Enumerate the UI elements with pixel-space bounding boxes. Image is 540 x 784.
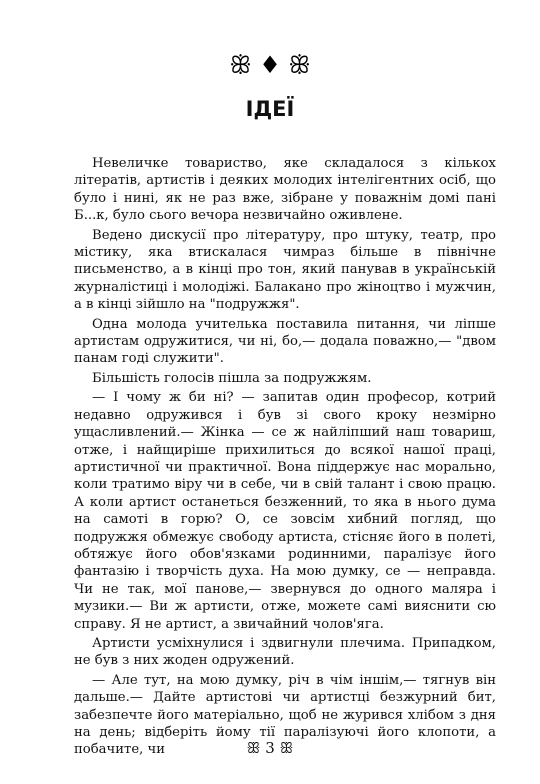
paragraph: Більшість голосів пішла за подружжям. [92,370,372,386]
body-text [74,155,496,761]
paragraph: — Але тут, на мою думку, річ в чім іншім,— тягнув він дальше.— Дайте артистові чи артистці безжурний бит, забезпечте його матеріально, щоб не журився хлібом з дня на день; відберіть йому тії паралізуючі його клопоти, а побачите, чи [74,672,496,758]
paragraph: Невеличке товариство, яке складалося з кількох літератів, артистів і деяких молодих інтелігентних осіб, що було і нині, як не раз вже, зібране у поважнім домі пані Б...к, було сього вечора незвичайно оживлене. [74,156,496,224]
page-number: ꕥ 3 ꕥ [246,739,294,757]
paragraph: Артисти усміхнулися і здвигнули плечима. Припадком, не був з них жоден одружений. [74,635,496,669]
paragraph: Одна молода учителька поставила питання, чи ліпше артистам одружитися, чи ні, бо,— додала поважно,— "двом панам годі служити". [74,316,496,367]
page-title: ІДЕЇ [245,97,295,121]
header-ornament: ꕥ ♦ ꕥ [229,51,311,79]
paragraph: Ведено дискусії про літературу, про штуку, театр, про містику, яка втискалася чимраз більше в північне письменство, а в кінці про тон, який панував в українській журналістиці і молодіжі. Балакано про жіноцтво і мужчин, а в кінці зійшло на "подружжя". [74,227,496,313]
paragraph: — І чому ж би ні? — запитав один професор, котрий недавно одружився і був зі свого кроку незмірно ущасливлений.— Жінка — се ж найліпший наш товариш, отже, і найщиріше прихилиться до всякої нашої праці, артистичної чи практичної. Вона піддержує нас морально, коли тратимо віру чи в себе, чи в свій талант і свою працю. А коли артист останеться безженний, то яка в нього дума на самоті в горю? О, се зовсім хибний погляд, що подружжя обмежує свободу артиста, стісняє його в полеті, обтяжує його обов'язками родинними, паралізує його фантазію і творчість духа. На мою думку, се — неправда. Чи не так, мої панове,— звернувся до одного маляра і музики.— Ви ж артисти, отже, можете самі вияснити сю справу. Я не артист, а звичайний чолов'яга. [74,390,496,632]
